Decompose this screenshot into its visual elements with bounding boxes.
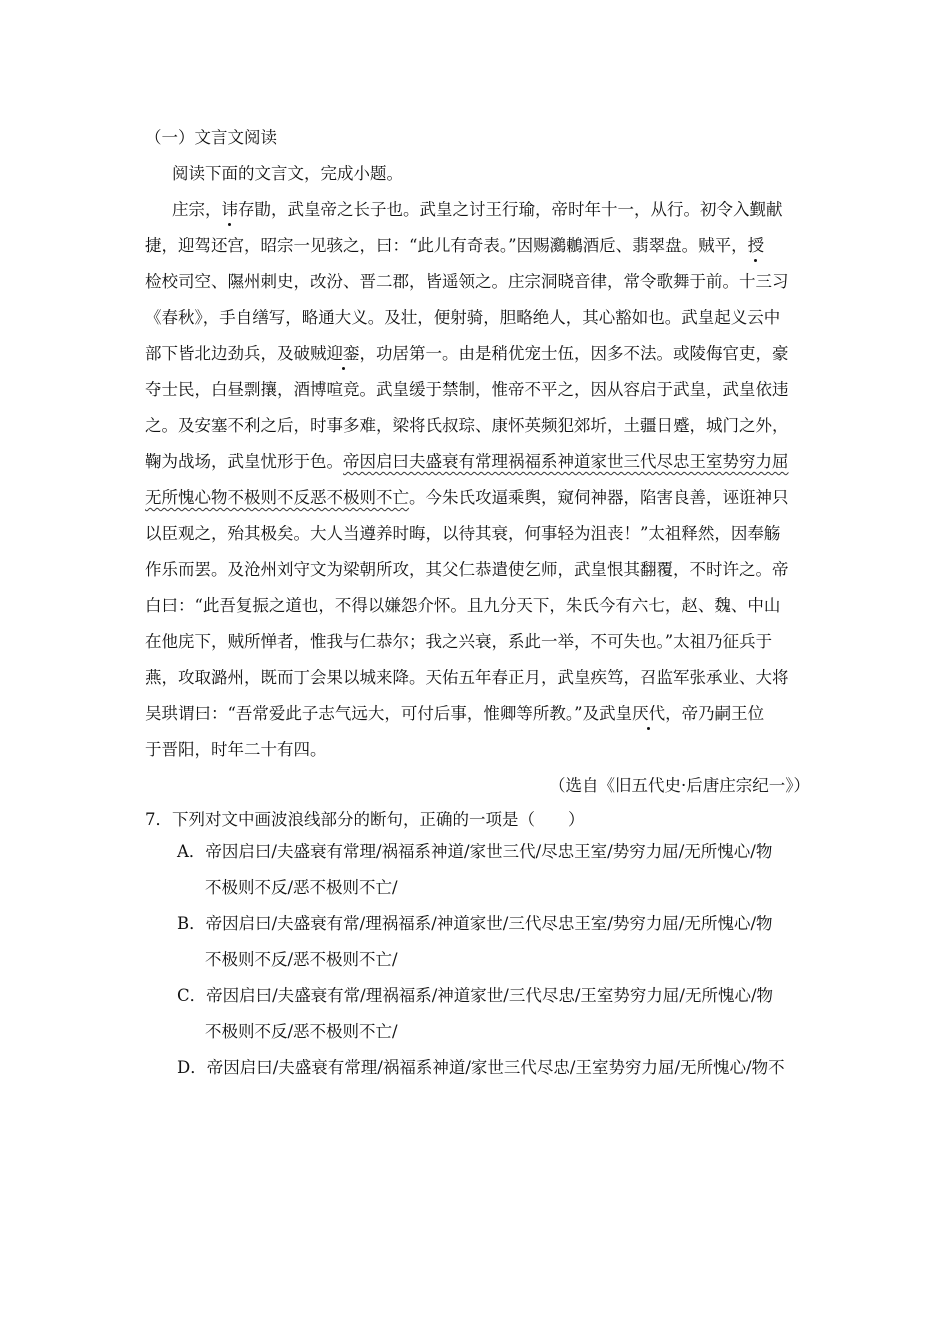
passage-line: 作乐而罢。及沧州刘守文为梁朝所攻，其父仁恭遣使乞师，武皇恨其翻覆，不时许之。帝	[145, 560, 789, 579]
passage-line: 鞠为战场，武皇忧形于色。帝因启曰夫盛衰有常理祸福系神道家世三代尽忠王室势穷力屈	[145, 452, 789, 471]
passage-line: 吴珙谓曰：“吾常爱此子志气远大，可付后事，惟卿等所教。”及武皇厌代，帝乃嗣王位	[145, 704, 765, 723]
option-c[interactable]: C．帝因启曰/夫盛衰有常/理祸福系/神道家世/三代尽忠/王室势穷力屈/无所愧心/物	[177, 986, 774, 1005]
passage-line: 以臣观之，殆其极矣。大人当遵养时晦，以待其衰，何事轻为沮丧！”太祖释然，因奉觞	[145, 524, 781, 543]
option-b-continued: 不极则不反/恶不极则不亡/	[205, 950, 398, 969]
wavy-underlined-text: 无所愧心物不极则不反恶不极则不亡	[145, 488, 409, 507]
wavy-underlined-text: 帝因启曰夫盛衰有常理祸福系神道家世三代尽忠王室势穷力屈	[343, 452, 789, 471]
passage-line: 庄宗，讳存勖，武皇帝之长子也。武皇之讨王行瑜，帝时年十一，从行。初令入觐献	[172, 200, 783, 219]
passage-line: 无所愧心物不极则不反恶不极则不亡。今朱氏攻逼乘舆，窥伺神器，陷害良善，诬诳神只	[145, 488, 789, 507]
emphasis-dot-word: 授	[747, 236, 765, 255]
option-b[interactable]: B．帝因启曰/夫盛衰有常/理祸福系/神道家世/三代尽忠王室/势穷力屈/无所愧心/物	[177, 914, 773, 933]
option-a[interactable]: A．帝因启曰/夫盛衰有常理/祸福系神道/家世三代/尽忠王室/势穷力屈/无所愧心/物	[177, 842, 773, 861]
passage-line: 检校司空、隰州刺史，改汾、晋二郡，皆遥领之。庄宗洞晓音律，常令歌舞于前。十三习	[145, 272, 789, 291]
passage-line: 捷，迎驾还宫，昭宗一见骇之，曰：“此儿有奇表。”因赐鸂鶒酒卮、翡翠盘。贼平，授	[145, 236, 765, 255]
passage-line: 之。及安塞不利之后，时事多难，梁将氏叔琮、康怀英频犯郊圻，土疆日蹙，城门之外，	[145, 416, 789, 435]
emphasis-dot-word: 迎銮	[326, 344, 360, 363]
passage-line: 部下皆北边劲兵，及破贼迎銮，功居第一。由是稍优宠士伍，因多不法。或陵侮官吏，豪	[145, 344, 789, 363]
section-title: （一）文言文阅读	[145, 128, 277, 147]
option-a-continued: 不极则不反/恶不极则不亡/	[205, 878, 398, 897]
option-c-continued: 不极则不反/恶不极则不亡/	[205, 1022, 398, 1041]
source-citation: （选自《旧五代史·后唐庄宗纪一》）	[549, 776, 810, 795]
instruction: 阅读下面的文言文，完成小题。	[172, 164, 403, 183]
option-d[interactable]: D．帝因启曰/夫盛衰有常理/祸福系神道/家世三代尽忠/王室势穷力屈/无所愧心/物不	[177, 1058, 785, 1077]
passage-line: 在他庑下，贼所惮者，惟我与仁恭尔；我之兴衰，系此一举，不可失也。”太祖乃征兵于	[145, 632, 773, 651]
emphasis-dot-word: 讳	[221, 200, 238, 219]
passage-line: 《春秋》，手自缮写，略通大义。及壮，便射骑，胆略绝人，其心豁如也。武皇起义云中	[145, 308, 781, 327]
question-7: 7．下列对文中画波浪线部分的断句，正确的一项是（ ）	[145, 810, 585, 829]
passage-line: 燕，攻取潞州，既而丁会果以城来降。天佑五年春正月，武皇疾笃，召监军张承业、大将	[145, 668, 789, 687]
passage-line: 夺士民，白昼剽攘，酒博喧竞。武皇缓于禁制，惟帝不平之，因从容启于武皇，武皇依违	[145, 380, 789, 399]
passage-line: 于晋阳，时年二十有四。	[145, 740, 327, 759]
passage-line: 白曰：“此吾复振之道也，不得以嫌怨介怀。且九分天下，朱氏今有六七，赵、魏、中山	[145, 596, 781, 615]
emphasis-dot-word: 厌代	[632, 704, 666, 723]
